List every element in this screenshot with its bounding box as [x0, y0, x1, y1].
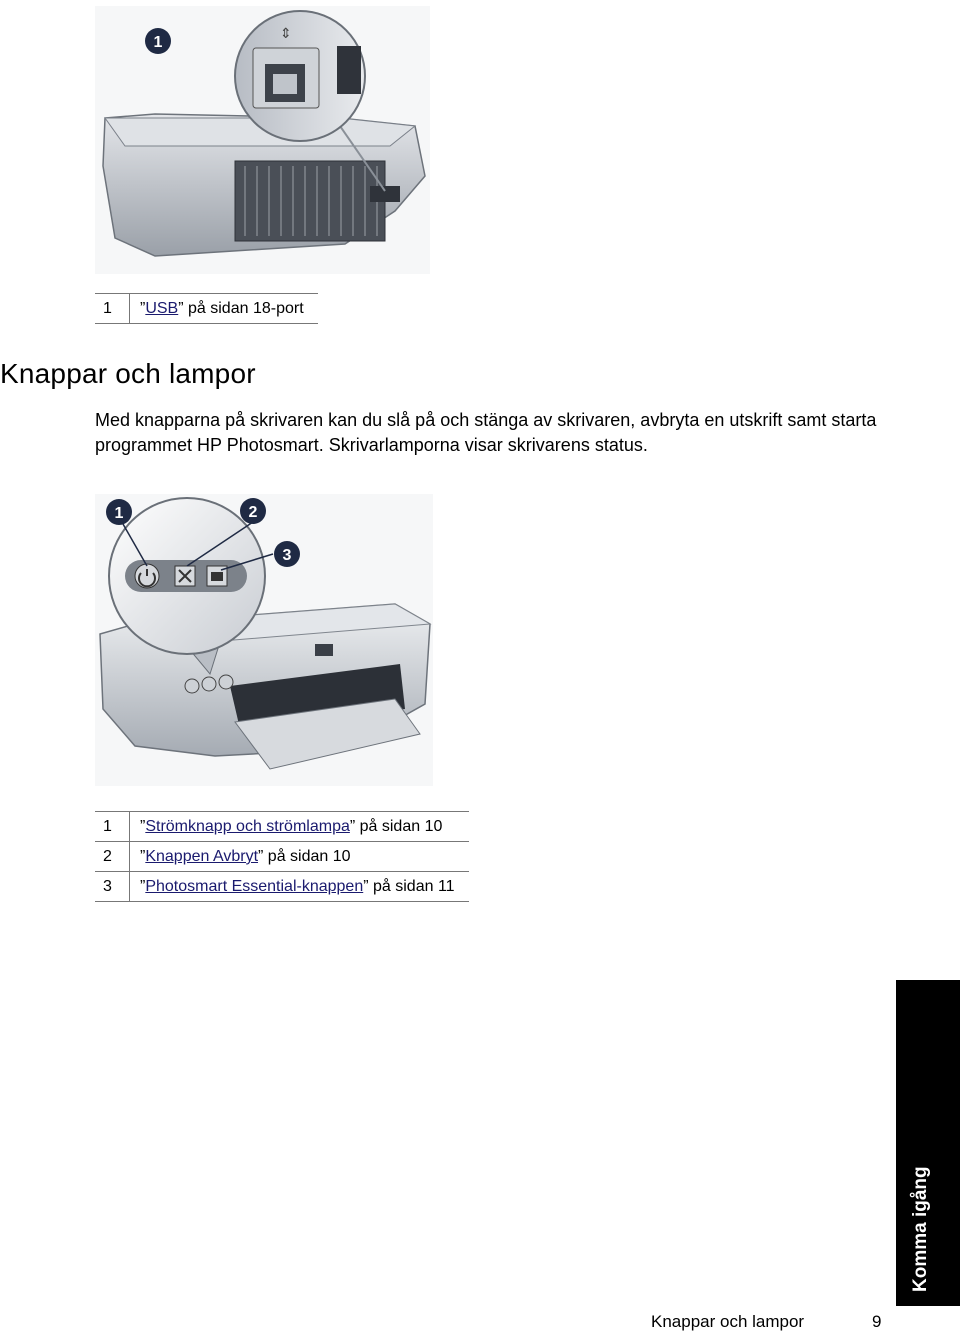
callout-text: ”Knappen Avbryt” på sidan 10 [130, 842, 469, 872]
callout-badge-3 [272, 539, 302, 569]
callout-badge-1 [104, 497, 134, 527]
callout-text: ”Photosmart Essential-knappen” på sidan 11 [130, 872, 469, 902]
svg-text:2: 2 [248, 504, 258, 521]
photosmart-button-link[interactable]: Photosmart Essential-knappen [145, 878, 364, 895]
callout-number: 1 [95, 812, 130, 842]
callout-number: 3 [95, 872, 130, 902]
callout-badge-1 [143, 26, 173, 56]
cancel-button-link[interactable]: Knappen Avbryt [145, 848, 259, 865]
power-button-link[interactable]: Strömknapp och strömlampa [145, 818, 350, 835]
callout-number: 1 [95, 294, 130, 324]
printer-front-illustration [95, 494, 433, 786]
callout-text: ”Strömknapp och strömlampa” på sidan 10 [130, 812, 469, 842]
callout-number: 2 [95, 842, 130, 872]
section-heading: Knappar och lampor [0, 358, 256, 389]
svg-text:1: 1 [153, 34, 163, 51]
usb-callout-table [95, 293, 318, 324]
table-row [95, 294, 318, 324]
usb-link[interactable]: USB [145, 300, 179, 317]
svg-text:3: 3 [282, 547, 292, 564]
chapter-side-tab: Komma igång [896, 980, 960, 1306]
svg-text:1: 1 [114, 505, 124, 522]
callout-text: ”USB” på sidan 18-port [130, 294, 318, 324]
table-row [95, 872, 469, 902]
footer-section-title: Knappar och lampor [651, 1312, 805, 1331]
table-row [95, 842, 469, 872]
buttons-callout-table [95, 811, 469, 902]
intro-paragraph: Med knapparna på skrivaren kan du slå på och stänga av skrivaren, avbryta en utskrift samt starta programmet HP Photosmart. Skrivarlamporna visar skrivarens status. [95, 410, 877, 455]
usb-symbol-label: ⇕ [280, 25, 292, 41]
table-row [95, 812, 469, 842]
footer-page-number: 9 [872, 1312, 882, 1331]
callout-badge-2 [238, 496, 268, 526]
